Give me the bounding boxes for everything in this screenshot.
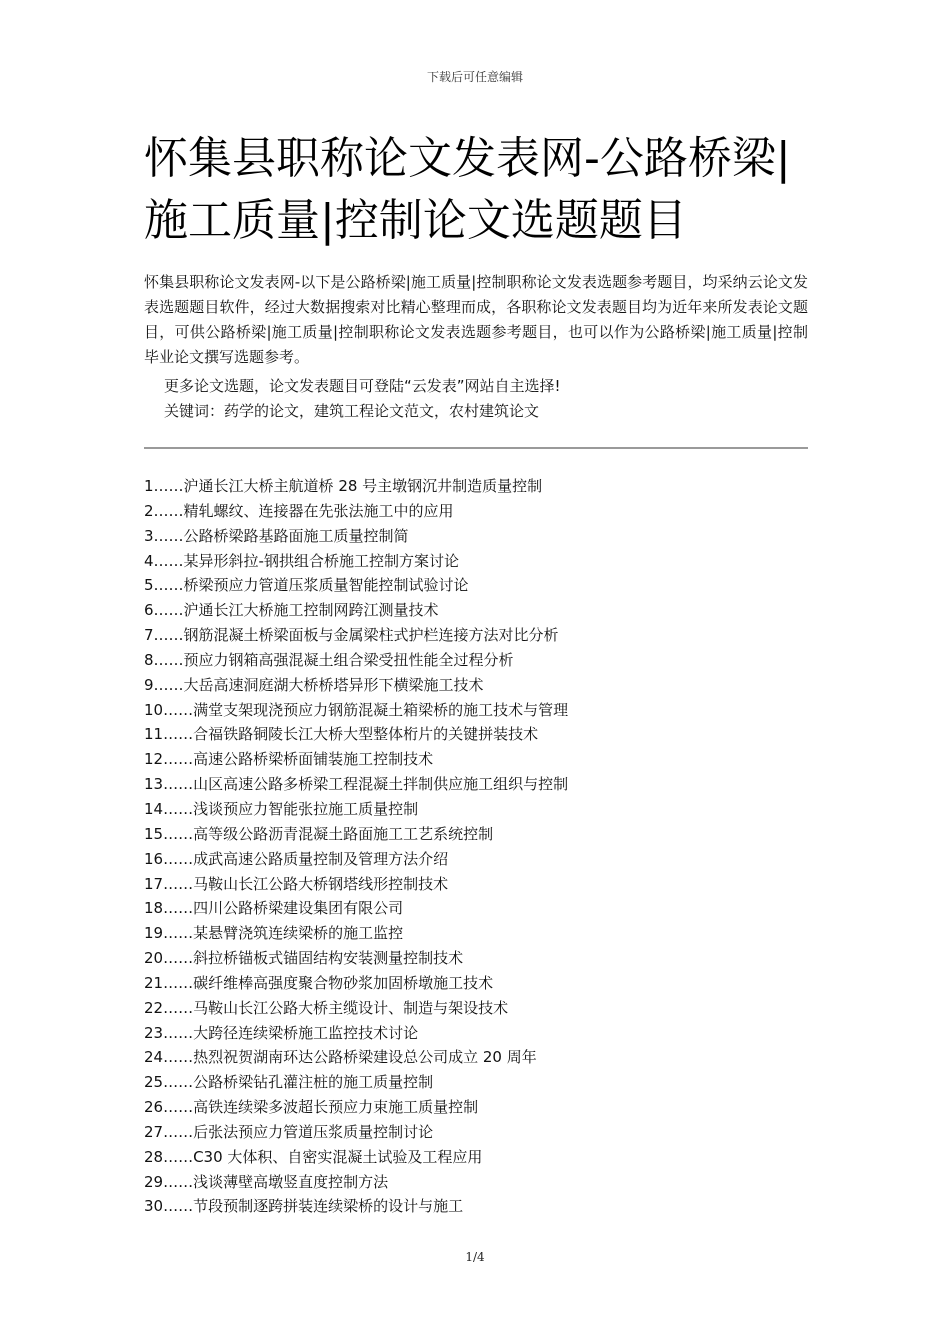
topic-item: 21……碳纤维棒高强度聚合物砂浆加固桥墩施工技术 (144, 973, 494, 992)
topic-item: 22……马鞍山长江公路大桥主缆设计、制造与架设技术 (144, 998, 509, 1017)
intro-paragraph: 怀集县职称论文发表网-以下是公路桥梁|施工质量|控制职称论文发表选题参考题目，均采纳云论文发表选题题目软件，经过大数据搜索对比精心整理而成，各职称论文发表题目均为近年来所发表论文题目，可供公路桥梁|施工质量|控制职称论文发表选题参考题目，也可以作为公路桥梁|施工质量|控制毕业论文撰写选题参考。 (144, 273, 808, 366)
header-note: 下载后可任意编辑 (426, 70, 523, 84)
topic-item: 12……高速公路桥梁桥面铺装施工控制技术 (144, 750, 434, 769)
topic-item: 15……高等级公路沥青混凝土路面施工工艺系统控制 (144, 824, 494, 843)
topic-item: 27……后张法预应力管道压浆质量控制讨论 (144, 1122, 434, 1141)
topic-item: 10……满堂支架现浇预应力钢筋混凝土箱梁桥的施工技术与管理 (144, 700, 569, 719)
topic-item: 14……浅谈预应力智能张拉施工质量控制 (144, 799, 419, 818)
topic-item: 1……沪通长江大桥主航道桥 28 号主墩钢沉井制造质量控制 (144, 477, 543, 495)
topic-item: 11……合福铁路铜陵长江大桥大型整体桁片的关键拼装技术 (144, 725, 539, 744)
topic-list (144, 474, 808, 1219)
more-topics-note: 更多论文选题，论文发表题目可登陆“云发表”网站自主选择! (164, 377, 561, 395)
topic-item: 17……马鞍山长江公路大桥钢塔线形控制技术 (144, 874, 449, 893)
topic-item: 18……四川公路桥梁建设集团有限公司 (144, 899, 404, 918)
topic-item: 30……节段预制逐跨拼装连续梁桥的设计与施工 (144, 1197, 464, 1216)
topic-item: 3……公路桥梁路基路面施工质量控制简 (144, 526, 409, 545)
topic-item: 13……山区高速公路多桥梁工程混凝土拌制供应施工组织与控制 (144, 775, 569, 794)
topic-item: 5……桥梁预应力管道压浆质量智能控制试验讨论 (144, 576, 469, 595)
topic-item: 29……浅谈薄壁高墩竖直度控制方法 (144, 1172, 389, 1191)
topic-item: 25……公路桥梁钻孔灌注桩的施工质量控制 (144, 1073, 434, 1092)
topic-item: 2……精轧螺纹、连接器在先张法施工中的应用 (144, 501, 454, 520)
topic-item: 23……大跨径连续梁桥施工监控技术讨论 (144, 1023, 419, 1042)
topic-item: 7……钢筋混凝土桥梁面板与金属梁柱式护栏连接方法对比分析 (144, 626, 559, 645)
topic-item: 4……某异形斜拉-钢拱组合桥施工控制方案讨论 (144, 551, 459, 570)
topic-item: 28……C30 大体积、自密实混凝土试验及工程应用 (144, 1147, 483, 1166)
page-number: 1/4 (465, 1250, 485, 1264)
topic-item: 8……预应力钢箱高强混凝土组合梁受扭性能全过程分析 (144, 650, 514, 669)
page-title: 怀集县职称论文发表网-公路桥梁|施工质量|控制论文选题题目 (144, 133, 791, 246)
topic-item: 16……成武高速公路质量控制及管理方法介绍 (144, 849, 449, 868)
topic-item: 9……大岳高速洞庭湖大桥桥塔异形下横梁施工技术 (144, 675, 484, 694)
keywords-line: 关键词：药学的论文，建筑工程论文范文，农村建筑论文 (164, 402, 540, 420)
topic-item: 19……某悬臂浇筑连续梁桥的施工监控 (144, 924, 404, 943)
topic-item: 6……沪通长江大桥施工控制网跨江测量技术 (144, 601, 439, 620)
section-divider (144, 447, 808, 449)
topic-item: 26……高铁连续梁多波超长预应力束施工质量控制 (144, 1098, 479, 1117)
topic-item: 24……热烈祝贺湖南环达公路桥梁建设总公司成立 20 周年 (144, 1048, 537, 1067)
topic-item: 20……斜拉桥锚板式锚固结构安装测量控制技术 (144, 949, 464, 968)
